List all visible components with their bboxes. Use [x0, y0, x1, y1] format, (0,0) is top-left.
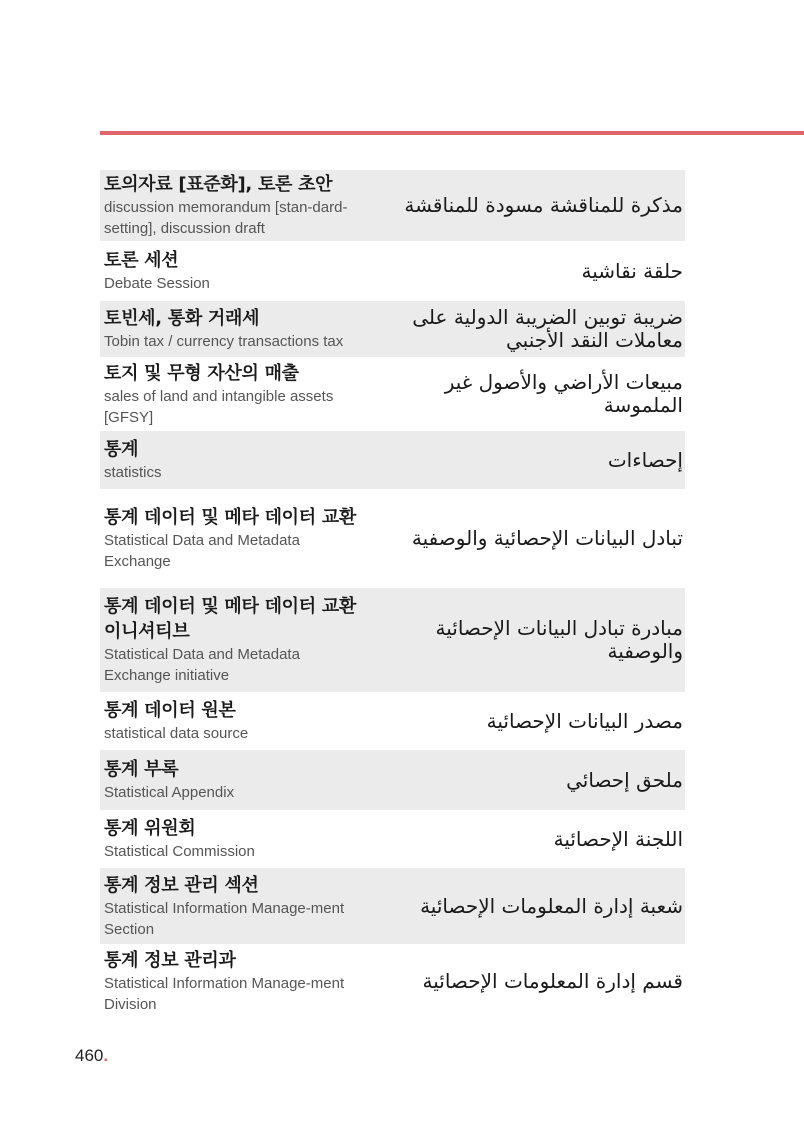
korean-term: 통계 데이터 및 메타 데이터 교환: [104, 507, 356, 528]
korean-term: 토론 세션: [104, 250, 179, 271]
arabic-term: مبيعات الأراضي والأصول غير الملموسة: [444, 370, 683, 417]
english-term: Statistical Information Manage-ment Section: [104, 899, 345, 938]
korean-term: 토지 및 무형 자산의 매출: [104, 362, 299, 384]
glossary-entry: [100, 750, 685, 810]
arabic-term: مذكرة للمناقشة مسودة للمناقشة: [404, 193, 683, 217]
entry-source: [104, 698, 359, 744]
english-term: sales of land and intangible assets [GFSY]: [104, 387, 334, 426]
arabic-term: اللجنة الإحصائية: [553, 826, 683, 851]
glossary-entry: [100, 588, 685, 692]
arabic-term: مصدر البيانات الإحصائية: [486, 708, 683, 733]
arabic-term: مبادرة تبادل البيانات الإحصائية والوصفية: [435, 616, 683, 663]
entry-source: [104, 757, 359, 803]
arabic-term: شعبة إدارة المعلومات الإحصائية: [420, 893, 683, 918]
glossary-entry: [100, 944, 685, 1018]
english-term: statistics: [104, 464, 162, 481]
arabic-term: ضريبة توبين الضريبة الدولية على معاملات النقد الأجنبي: [412, 305, 683, 352]
english-term: Debate Session: [104, 275, 210, 292]
page-number-value: 460: [75, 1046, 104, 1065]
glossary-entry: [100, 241, 685, 301]
english-term: Statistical Appendix: [104, 784, 235, 801]
korean-term: 통계 부록: [104, 759, 179, 780]
glossary-entry: [100, 489, 685, 588]
entry-source: [104, 816, 359, 862]
entry-source: [104, 594, 359, 686]
english-term: Statistical Information Manage-ment Division: [104, 974, 345, 1013]
glossary-entries: [100, 170, 685, 1018]
entry-source: [104, 361, 359, 428]
korean-term: 통계 위원회: [104, 818, 196, 839]
entry-source: [104, 306, 359, 352]
glossary-entry: [100, 692, 685, 750]
korean-term: 통계 정보 관리 섹션: [104, 874, 259, 896]
entry-source: [104, 948, 359, 1015]
entry-source: [104, 505, 359, 572]
korean-term: 통계 데이터 및 메타 데이터 교환 이니셔티브: [104, 596, 356, 642]
korean-term: 토빈세, 통화 거래세: [104, 308, 260, 329]
english-term: Statistical Data and Metadata Exchange initiative: [104, 646, 300, 684]
korean-term: 통계 정보 관리과: [104, 949, 236, 971]
korean-term: 통계 데이터 원본: [104, 700, 236, 721]
english-term: Tobin tax / currency transactions tax: [104, 333, 344, 350]
glossary-entry: [100, 868, 685, 944]
entry-source: [104, 248, 359, 294]
entry-source: [104, 873, 359, 940]
arabic-term: ملحق إحصائي: [566, 767, 683, 792]
arabic-term: حلقة نقاشية: [581, 258, 683, 283]
arabic-term: تبادل البيانات الإحصائية والوصفية: [411, 526, 683, 550]
english-term: discussion memorandum [stan-dard-setting], discussion draft: [104, 199, 348, 237]
glossary-entry: [100, 301, 685, 357]
glossary-entry: [100, 810, 685, 868]
glossary-entry: [100, 357, 685, 431]
page-number-dot: .: [103, 1046, 109, 1065]
korean-term: 토의자료 [표준화], 토론 초안: [104, 174, 333, 195]
page-number: [75, 1046, 108, 1066]
top-accent-rule: [100, 131, 804, 135]
glossary-entry: [100, 431, 685, 489]
english-term: statistical data source: [104, 725, 249, 742]
english-term: Statistical Data and Metadata Exchange: [104, 532, 300, 570]
korean-term: 통계: [104, 439, 139, 460]
arabic-term: إحصاءات: [607, 447, 683, 472]
entry-source: [104, 437, 359, 483]
entry-source: [104, 172, 359, 239]
english-term: Statistical Commission: [104, 843, 255, 860]
glossary-entry: [100, 170, 685, 241]
arabic-term: قسم إدارة المعلومات الإحصائية: [422, 968, 683, 993]
